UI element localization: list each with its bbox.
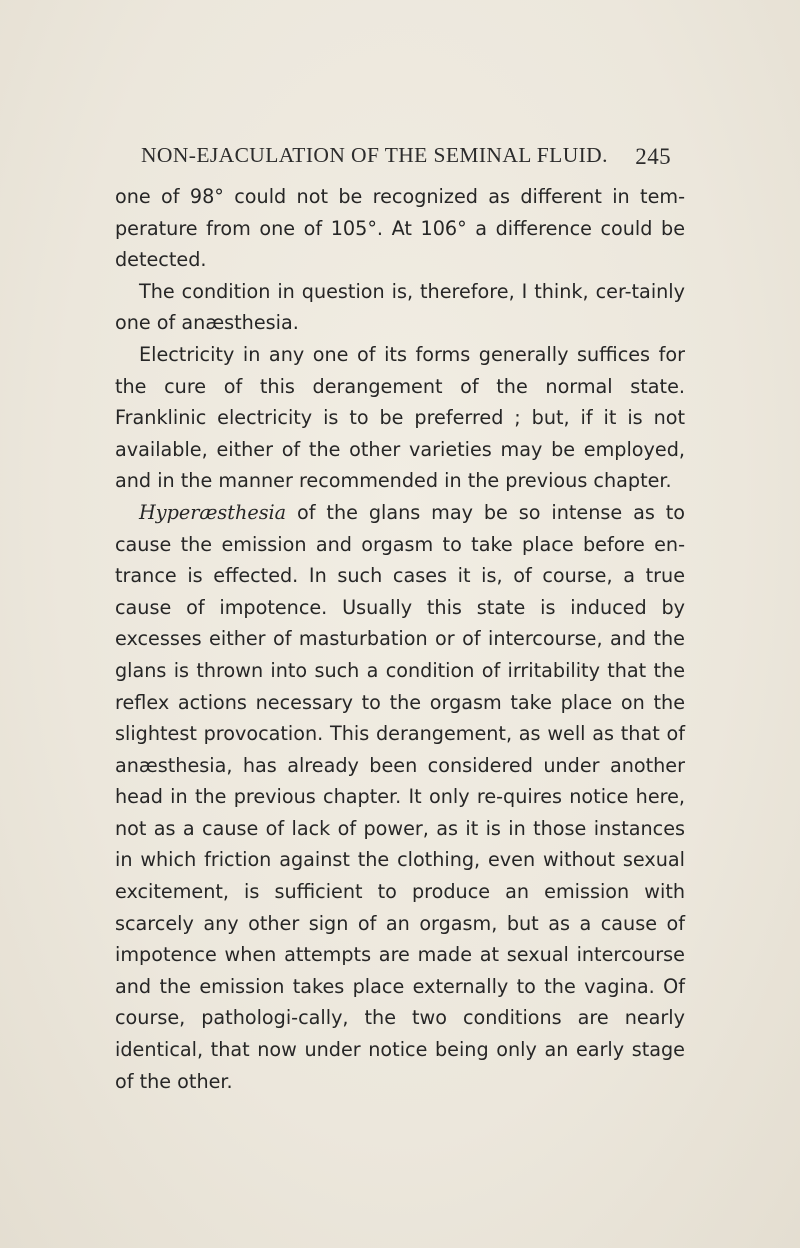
paragraph-1: one of 98° could not be recognized as different in tem-perature from one of 105°. At 106° a difference could be detected. bbox=[115, 185, 685, 272]
paragraph-3: Electricity in any one of its forms generally suffices for the cure of this derangement of the normal state. Franklinic electricity is to be preferred ; but, if it is not available, either of the other varieties may be employed, and in the manner recommended in the previous chapter. bbox=[115, 342, 685, 493]
page-number: 245 bbox=[635, 144, 671, 169]
paragraph-4-text: of the glans may be so intense as to cause the emission and orgasm to take place before en-trance is effected. In such cases it is, of course, a true cause of impotence. Usually this state is induced by excesses either of masturbation or of intercourse, and the glans is thrown into such a condition of irritability that the reflex actions necessary to the orgasm take place on the slightest provocation. This derangement, as well as that of anæsthesia, has already been considered under another head in the previous chapter. It only re-quires notice here, not as a cause of lack of power, as it is in those instances in which friction against the clothing, even without sexual excitement, is sufficient to produce an emission with scarcely any other sign of an orgasm, but as a cause of impotence when attempts are made at sexual intercourse and the emission takes place externally to the vagina. Of course, pathologi-cally, the two conditions are nearly identical, that now under notice being only an early stage of the other. bbox=[115, 500, 685, 1093]
running-head bbox=[141, 143, 671, 169]
paragraph-4 bbox=[115, 497, 685, 1097]
paragraph-2: The condition in question is, therefore, I think, cer-tainly one of anæsthesia. bbox=[115, 279, 685, 335]
chapter-title: NON-EJACULATION OF THE SEMINAL FLUID. bbox=[141, 143, 608, 167]
italic-term: Hyperæsthesia bbox=[139, 500, 287, 524]
body-text bbox=[115, 181, 685, 1097]
